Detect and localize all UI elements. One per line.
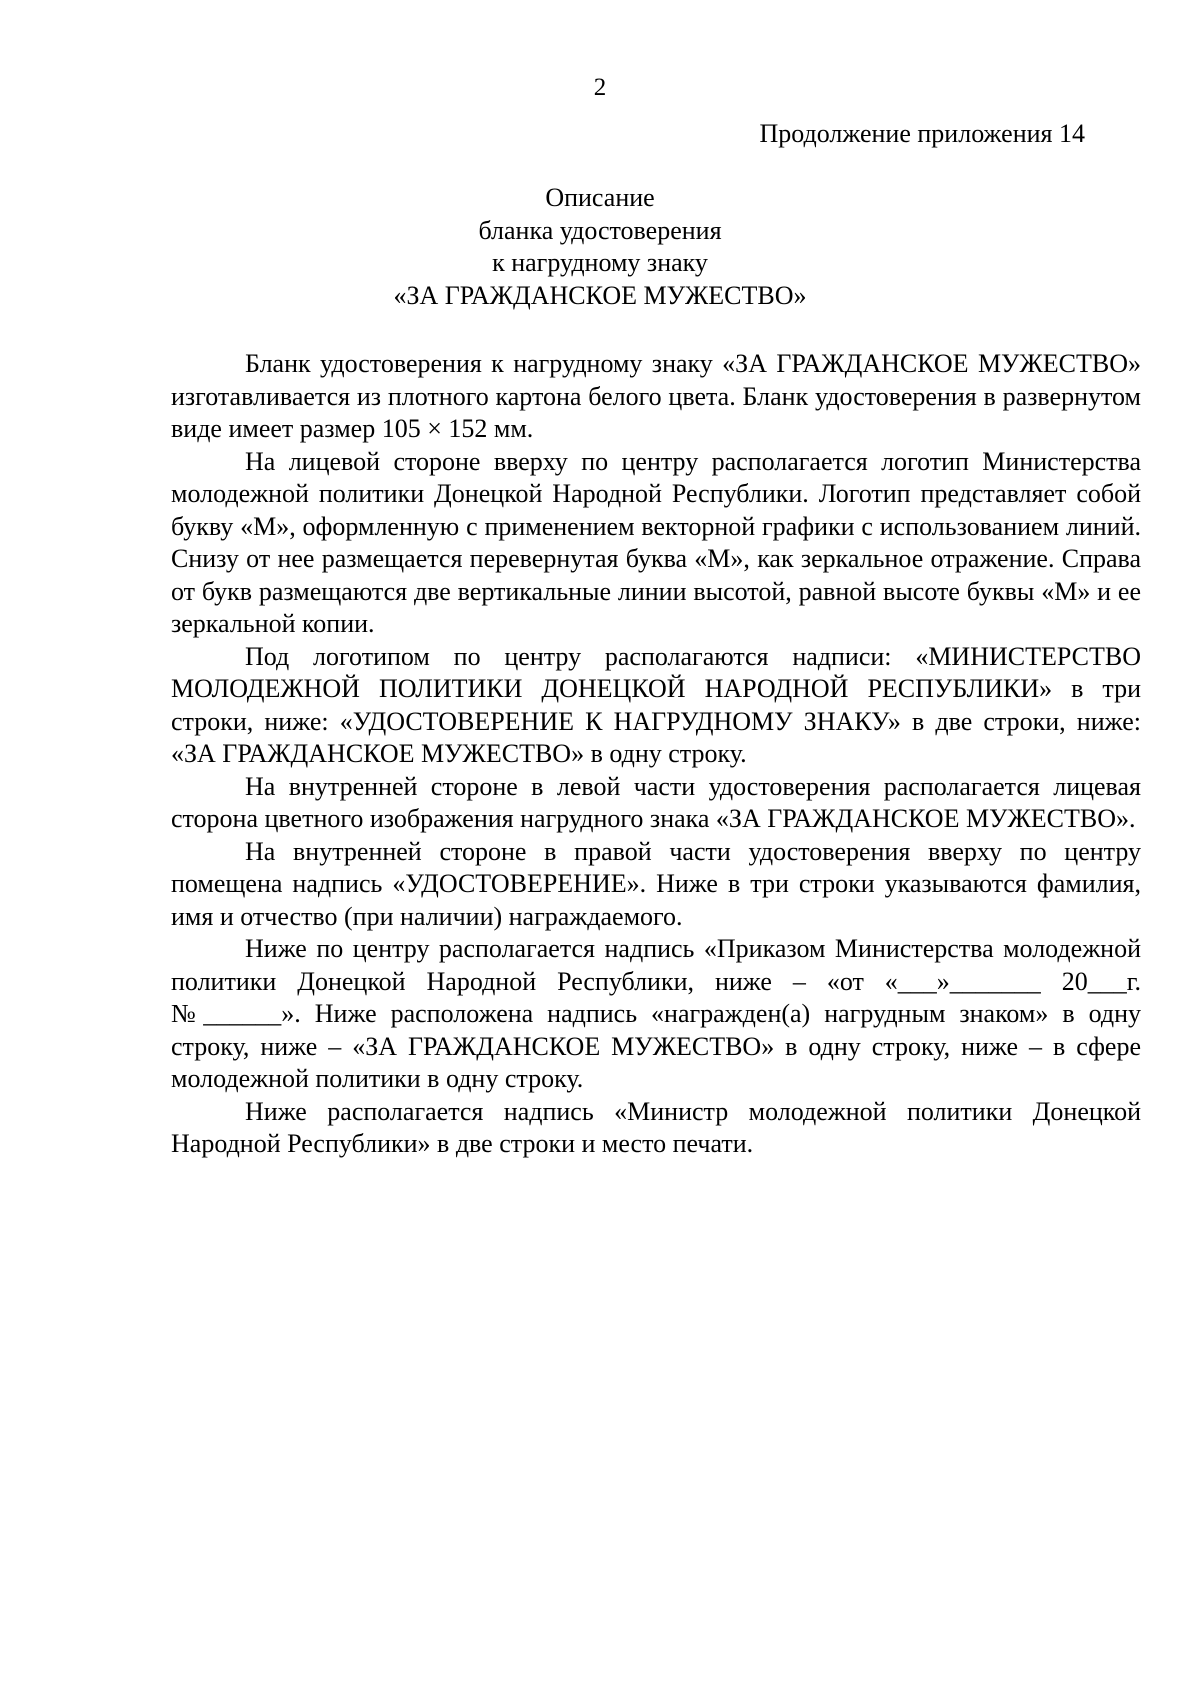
paragraph: Под логотипом по центру располагаются надписи: «МИНИСТЕРСТВО МОЛОДЕЖНОЙ ПОЛИТИКИ ДОНЕЦКОЙ НАРОДНОЙ РЕСПУБЛИКИ» в три строки, ниже: «УДОСТОВЕРЕНИЕ К НАГРУДНОМУ ЗНАКУ» в две строки, ниже: «ЗА ГРАЖДАНСКОЕ МУЖЕСТВО» в одну строку.	[171, 641, 1141, 768]
title-line: «ЗА ГРАЖДАНСКОЕ МУЖЕСТВО»	[393, 280, 807, 310]
document-body	[171, 348, 1141, 1161]
appendix-note: Продолжение приложения 14	[759, 119, 1085, 148]
paragraph: Ниже располагается надпись «Министр молодежной политики Донецкой Народной Республики» в две строки и место печати.	[171, 1096, 1141, 1158]
paragraph: Ниже по центру располагается надпись «Приказом Министерства молодежной политики Донецкой Народной Республики, ниже – «от «___»_______ 20___г. №______». Ниже расположена надпись «награжден(а) нагрудным знаком» в одну строку, ниже – «ЗА ГРАЖДАНСКОЕ МУЖЕСТВО» в одну строку, ниже – в сфере молодежной политики в одну строку.	[171, 934, 1141, 1093]
title-line: к нагрудному знаку	[492, 248, 708, 277]
document-title	[0, 182, 1200, 312]
paragraph: На внутренней стороне в правой части удостоверения вверху по центру помещена надпись «УДОСТОВЕРЕНИЕ». Ниже в три строки указываются фамилия, имя и отчество (при наличии) награждаемого.	[171, 836, 1141, 931]
paragraph: На лицевой стороне вверху по центру располагается логотип Министерства молодежной политики Донецкой Народной Республики. Логотип представляет собой букву «М», оформленную с применением векторной графики с использованием линий. Снизу от нее размещается перевернутая буква «М», как зеркальное отражение. Справа от букв размещаются две вертикальные линии высотой, равной высоте буквы «М» и ее зеркальной копии.	[171, 446, 1141, 638]
page-number: 2	[593, 74, 607, 101]
title-line: бланка удостоверения	[478, 215, 722, 245]
title-line: Описание	[545, 183, 655, 212]
paragraph: Бланк удостоверения к нагрудному знаку «ЗА ГРАЖДАНСКОЕ МУЖЕСТВО» изготавливается из плотного картона белого цвета. Бланк удостоверения в развернутом виде имеет размер 105 × 152 мм.	[171, 349, 1141, 443]
paragraph: На внутренней стороне в левой части удостоверения располагается лицевая сторона цветного изображения нагрудного знака «ЗА ГРАЖДАНСКОЕ МУЖЕСТВО».	[171, 771, 1141, 833]
